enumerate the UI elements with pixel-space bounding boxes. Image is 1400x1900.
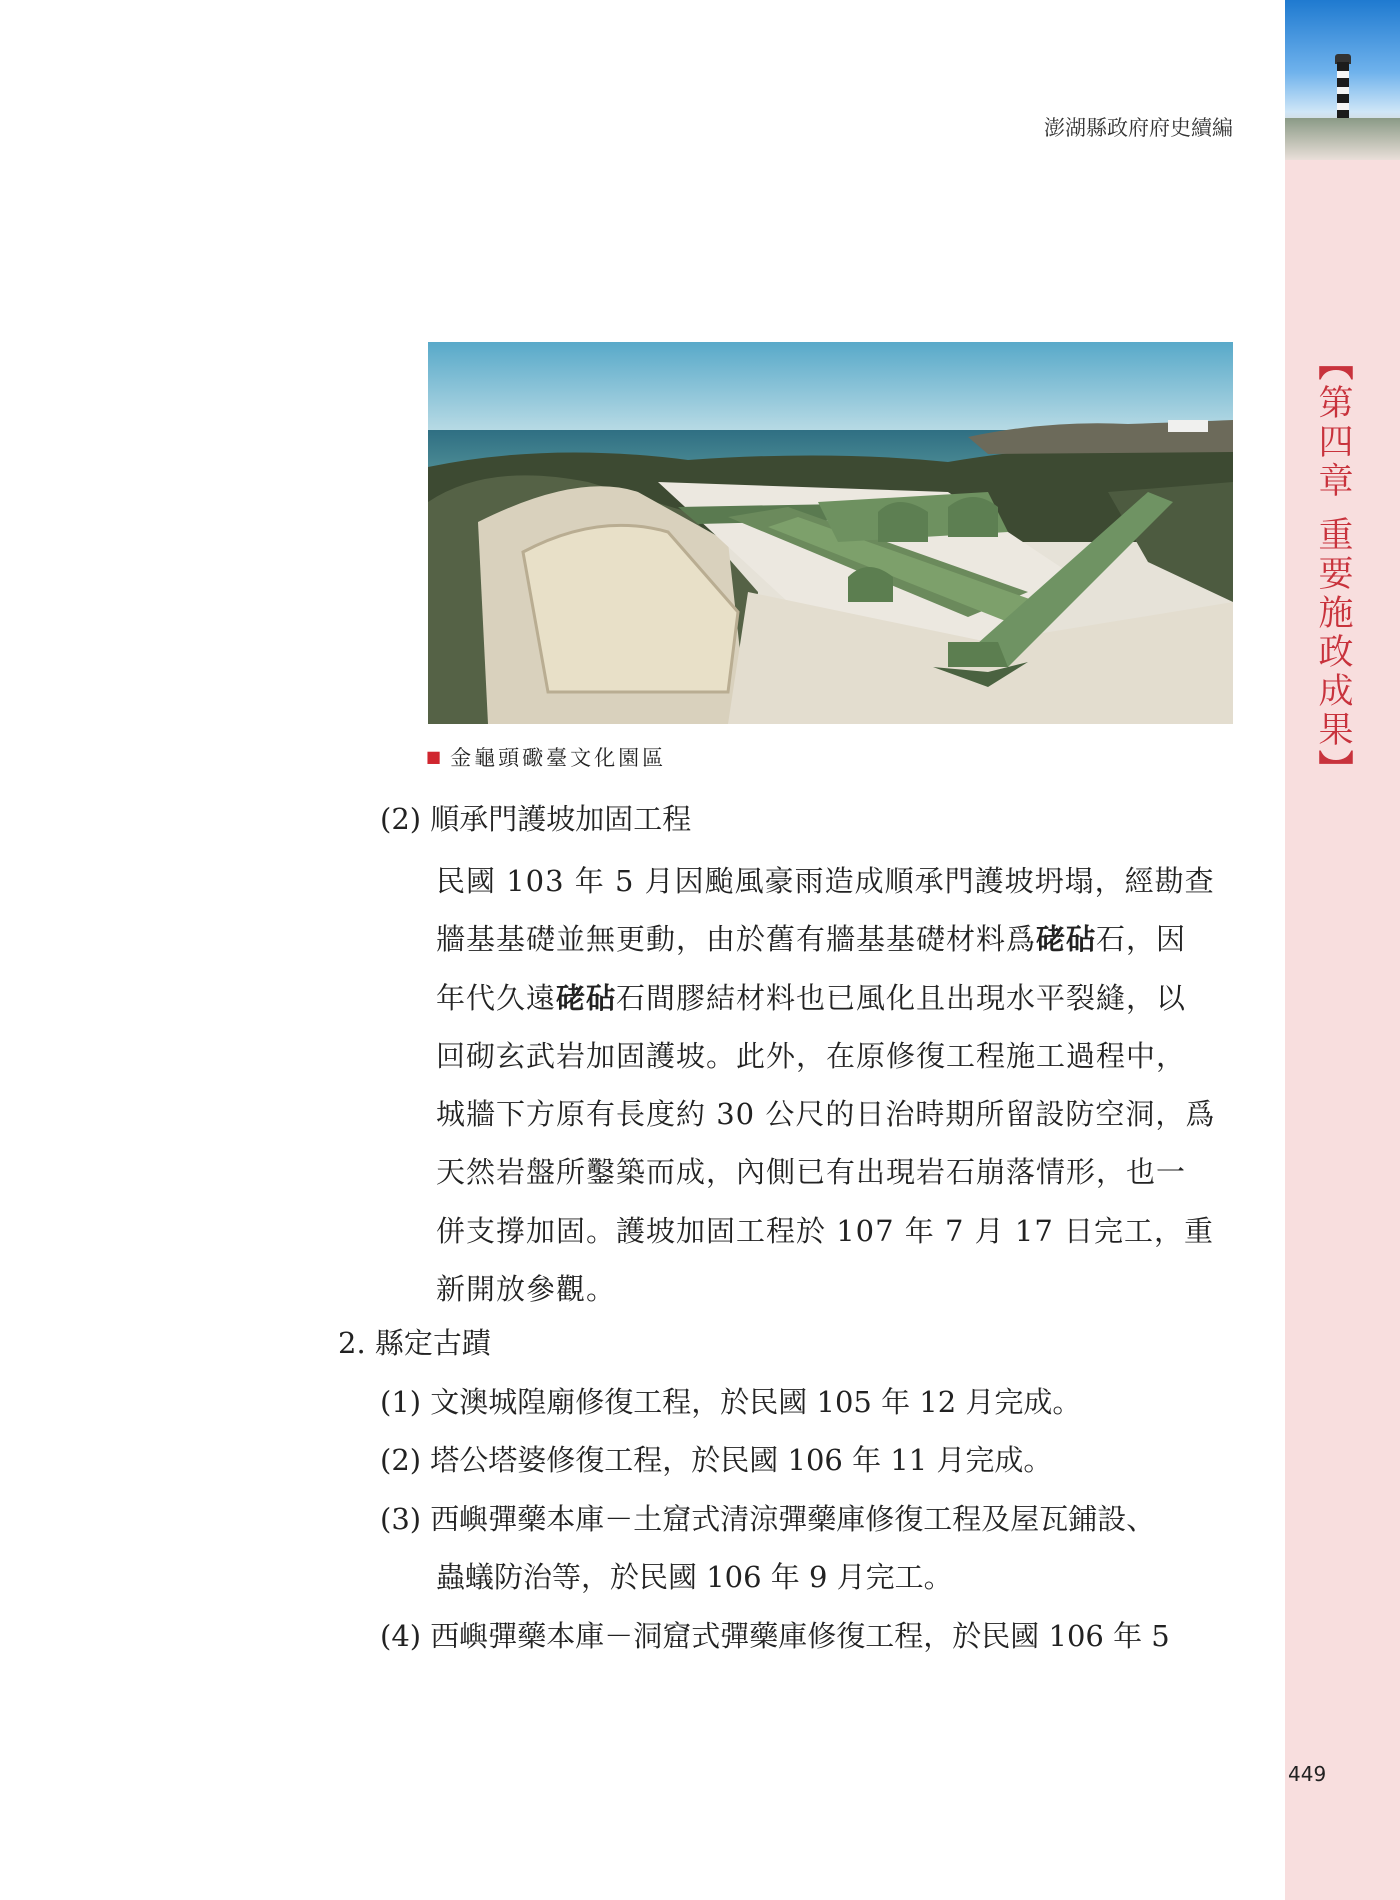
caption-text: 金龜頭礮臺文化園區 [450, 746, 667, 770]
figure-caption [426, 742, 666, 772]
lighthouse-ground [1285, 118, 1400, 160]
running-header: 澎湖縣政府府史續編 [1044, 116, 1233, 140]
paragraph-line: 天然岩盤所鑿築而成，內側已有出現岩石崩落情形，也一 [436, 1155, 1187, 1190]
county-section-heading: 2. 縣定古蹟 [338, 1326, 491, 1360]
paragraph-line: 牆基基礎並無更動，由於舊有牆基基礎材料爲硓砧石，因 [436, 922, 1187, 957]
county-item: (3) 西嶼彈藥本庫－土窟式清涼彈藥庫修復工程及屋瓦鋪設、 [380, 1502, 1156, 1536]
county-item: (1) 文澳城隍廟修復工程，於民國 105 年 12 月完成。 [380, 1385, 1082, 1419]
paragraph-line: 新開放參觀。 [436, 1272, 617, 1307]
paragraph-line: 民國 103 年 5 月因颱風豪雨造成順承門護坡坍塌，經勘查 [436, 864, 1215, 898]
chapter-tab-title [1308, 345, 1358, 789]
paragraph-line: 併支撐加固。護坡加固工程於 107 年 7 月 17 日完工，重 [436, 1213, 1215, 1248]
lighthouse-thumbnail [1285, 0, 1400, 160]
lighthouse-tower [1337, 62, 1349, 122]
fortress-photo [428, 342, 1233, 724]
caption-bullet-icon: ■ [426, 747, 445, 766]
paragraph-line: 年代久遠硓砧石間膠結材料也已風化且出現水平裂縫，以 [436, 980, 1187, 1015]
county-item: (4) 西嶼彈藥本庫－洞窟式彈藥庫修復工程，於民國 106 年 5 [380, 1619, 1170, 1653]
page-number: 449 [1288, 1762, 1327, 1786]
chapter-open-bracket: 【 [1313, 345, 1353, 384]
paragraph-line: 城牆下方原有長度約 30 公尺的日治時期所留設防空洞，爲 [436, 1097, 1216, 1132]
side-tab-strip [1285, 0, 1400, 1900]
item-2-heading: (2) 順承門護坡加固工程 [380, 802, 692, 836]
paragraph-line: 回砌玄武岩加固護坡。此外，在原修復工程施工過程中， [436, 1038, 1187, 1073]
county-item-continuation: 蟲蟻防治等，於民國 106 年 9 月完工。 [436, 1560, 953, 1594]
chapter-title-text: 第四章 重要施政成果 [1313, 384, 1353, 751]
fortress-illustration [428, 342, 1233, 724]
chapter-close-bracket: 】 [1313, 750, 1353, 790]
item-2-paragraph [436, 852, 1236, 1318]
county-item: (2) 塔公塔婆修復工程，於民國 106 年 11 月完成。 [380, 1443, 1053, 1477]
